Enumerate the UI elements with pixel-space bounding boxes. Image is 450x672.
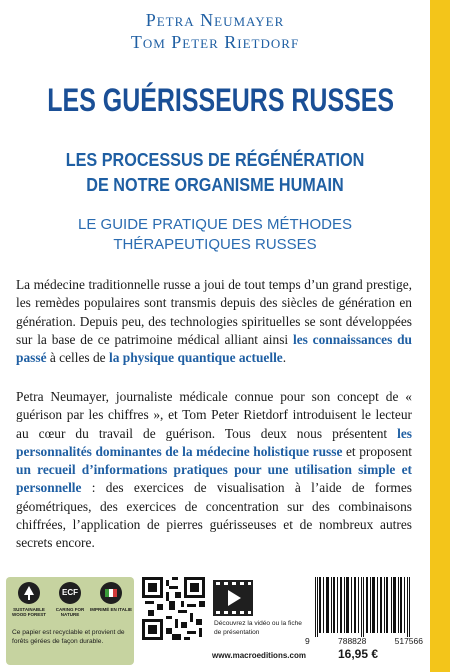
highlight-run: les connaissances du passé	[16, 331, 413, 366]
ecf-icon: ECF	[59, 582, 81, 604]
author-2: Tom Peter Rietdorf	[130, 32, 300, 52]
tree-icon	[18, 582, 40, 604]
eco-label-3: IMPRIMÉ EN ITALIE	[90, 607, 132, 612]
guide-line-2: THÉRAPEUTIQUES RUSSES	[113, 236, 317, 253]
text-run: et proposent	[342, 443, 413, 459]
highlight-run: la physique quantique actuelle	[108, 350, 283, 366]
text-run: : des exercices de visualisation à l’aide de formes géométriques, des exercices de concentration sur des combinaisons chiffrées, l’application de pierres guérisseuses et de nombreux autres secrets encore.	[16, 480, 412, 551]
isbn-barcode	[305, 577, 423, 637]
guide-line-1: LE GUIDE PRATIQUE DES MÉTHODES	[78, 216, 352, 233]
text-run: La médecine traditionnelle russe a joui de tout temps d’un grand prestige, les remèdes populaires sont transmis depuis des siècles de génération en génération. Depuis peu, des technologies spirituelles se sont développées sur la base de ce patrimoine médical alliant ainsi	[16, 277, 412, 347]
highlight-run: les personnalités dominantes de la médecine holistique russe	[16, 425, 412, 459]
author-1: Petra Neumayer	[145, 10, 285, 30]
eco-label-1: SUSTAINABLE WOOD FOREST	[12, 607, 46, 617]
isbn-group-2: 517566	[394, 636, 423, 646]
isbn-prefix: 9	[305, 636, 310, 646]
flag-icon	[100, 582, 122, 604]
text-run: .	[282, 350, 287, 366]
book-title: LES GUÉRISSEURS RUSSES	[47, 82, 395, 118]
isbn-group-1: 788828	[337, 636, 367, 646]
publisher-website[interactable]: www.macroeditions.com	[212, 651, 306, 660]
text-run: Petra Neumayer, journaliste médicale connue pour son concept de « guérison par les chiffres », et Tom Peter Rietdorf introduisent le lecteur au cœur du travail de guérison. Tous deux nous présentent	[16, 389, 412, 441]
video-play-icon[interactable]	[212, 579, 254, 617]
eco-label-2: CARING FOR NATURE	[55, 607, 85, 617]
highlight-run: un recueil d’informations pratiques pour une utilisation simple et personnelle	[16, 462, 412, 496]
qr-code[interactable]	[142, 577, 205, 640]
eco-label-box	[6, 577, 134, 665]
book-spine	[430, 0, 450, 672]
isbn-number	[305, 636, 423, 646]
subtitle-line-2: DE NOTRE ORGANISME HUMAIN	[86, 175, 344, 195]
text-run: à celles de	[46, 350, 109, 366]
description-paragraph-1	[16, 276, 412, 367]
price: 16,95 €	[338, 647, 379, 661]
description-paragraph-2	[16, 388, 412, 553]
video-text: Découvrez la vidéo ou la fiche de présentation	[214, 620, 302, 636]
subtitle-line-1: LES PROCESSUS DE RÉGÉNÉRATION	[65, 150, 365, 170]
eco-text: Ce papier est recyclable et provient de forêts gérées de façon durable.	[12, 629, 125, 645]
back-cover-footer	[0, 573, 430, 672]
